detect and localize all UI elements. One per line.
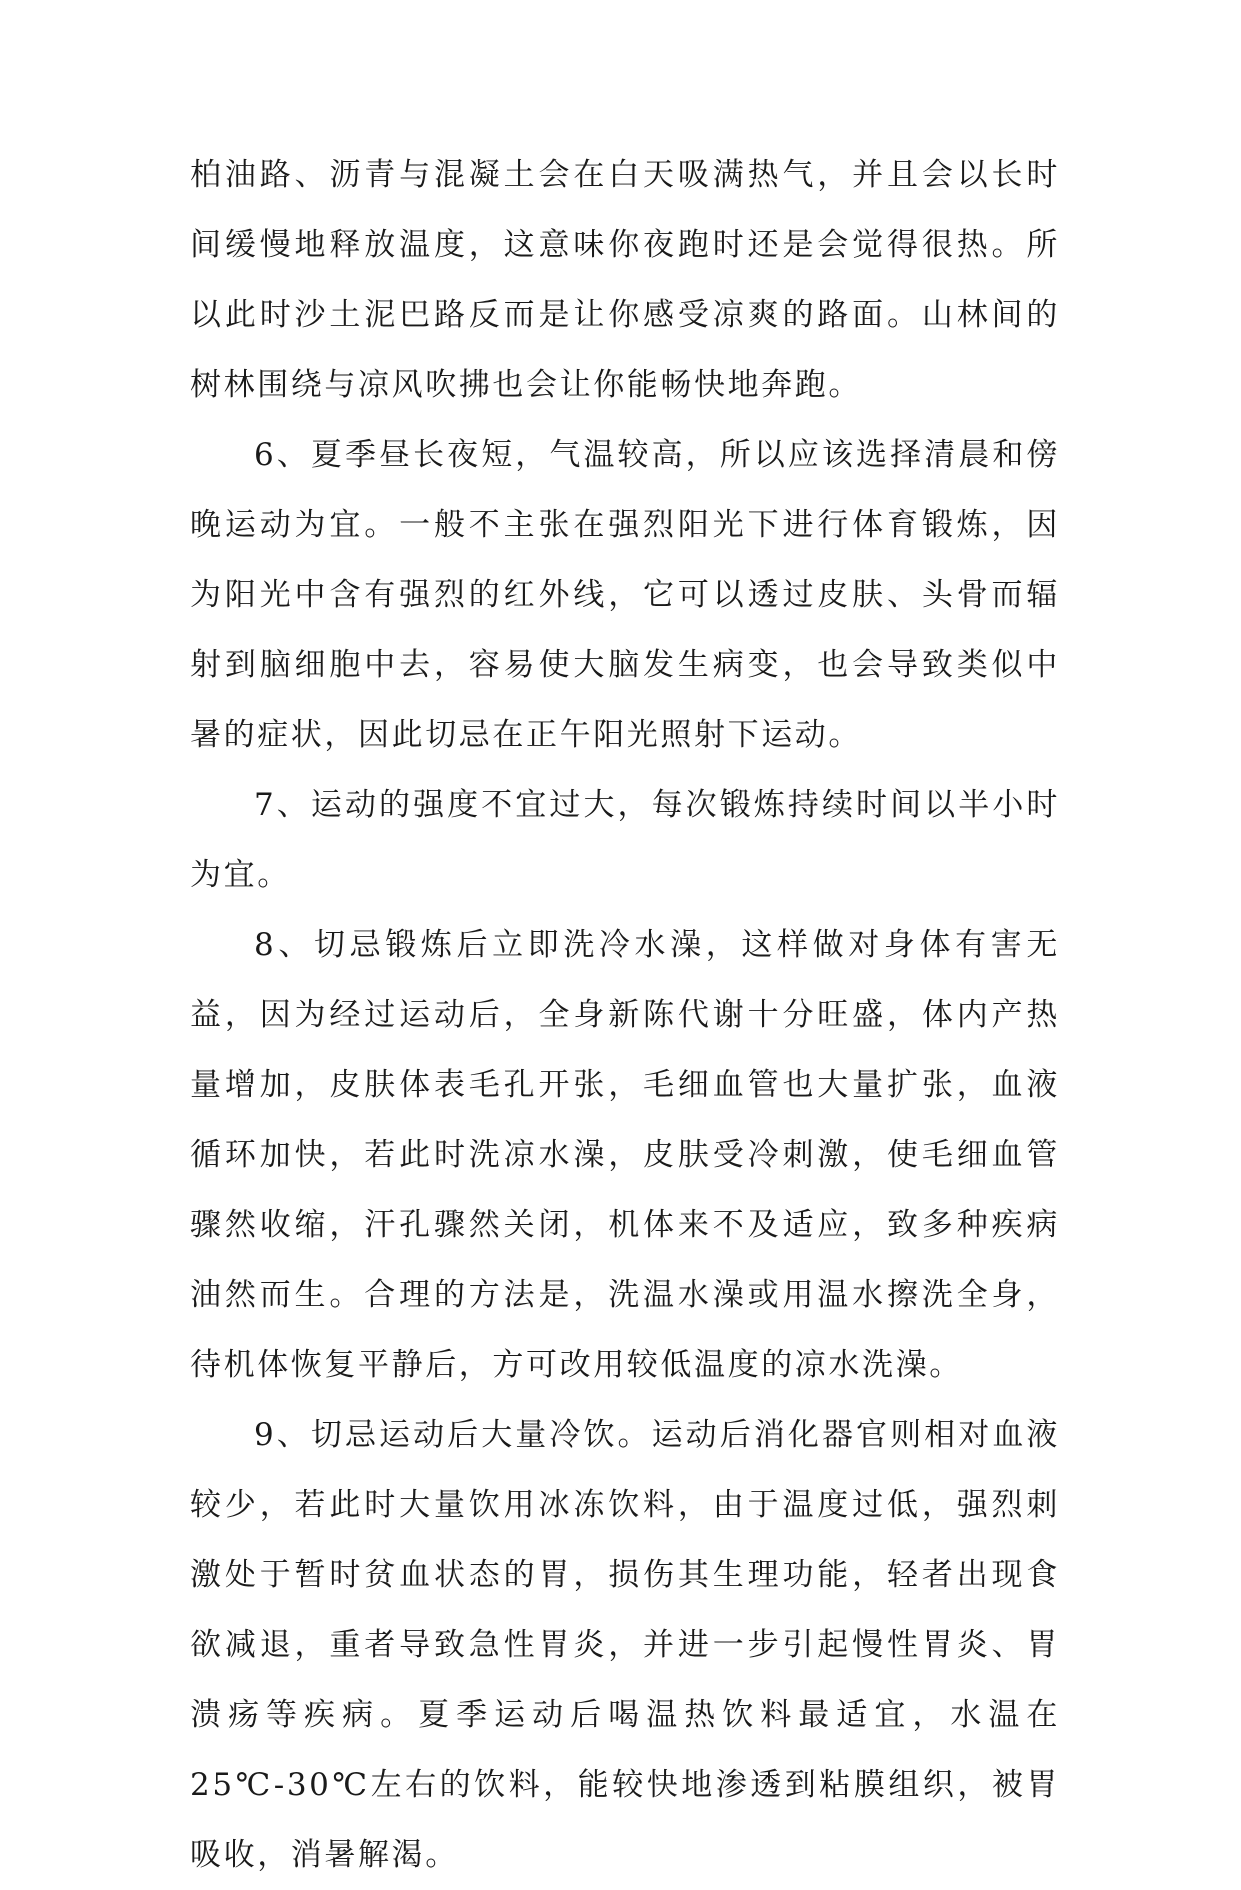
document-page	[190, 140, 1060, 1890]
paragraph-intro: 柏油路、沥青与混凝土会在白天吸满热气，并且会以长时间缓慢地释放温度，这意味你夜跑时还是会觉得很热。所以此时沙土泥巴路反而是让你感受凉爽的路面。山林间的树林围绕与凉风吹拂也会让你能畅快地奔跑。	[190, 157, 1060, 403]
paragraph-item-9: 9、切忌运动后大量冷饮。运动后消化器官则相对血液较少，若此时大量饮用冰冻饮料，由于温度过低，强烈刺激处于暂时贫血状态的胃，损伤其生理功能，轻者出现食欲减退，重者导致急性胃炎，并进一步引起慢性胃炎、胃溃疡等疾病。夏季运动后喝温热饮料最适宜，水温在25℃-30℃左右的饮料，能较快地渗透到粘膜组织，被胃吸收，消暑解渴。	[190, 1417, 1060, 1873]
paragraph-item-7: 7、运动的强度不宜过大，每次锻炼持续时间以半小时为宜。	[190, 787, 1060, 893]
paragraph-item-8: 8、切忌锻炼后立即洗冷水澡，这样做对身体有害无益，因为经过运动后，全身新陈代谢十分旺盛，体内产热量增加，皮肤体表毛孔开张，毛细血管也大量扩张，血液循环加快，若此时洗凉水澡，皮肤受冷刺激，使毛细血管骤然收缩，汗孔骤然关闭，机体来不及适应，致多种疾病油然而生。合理的方法是，洗温水澡或用温水擦洗全身，待机体恢复平静后，方可改用较低温度的凉水洗澡。	[190, 927, 1060, 1383]
paragraph-item-6: 6、夏季昼长夜短，气温较高，所以应该选择清晨和傍晚运动为宜。一般不主张在强烈阳光下进行体育锻炼，因为阳光中含有强烈的红外线，它可以透过皮肤、头骨而辐射到脑细胞中去，容易使大脑发生病变，也会导致类似中暑的症状，因此切忌在正午阳光照射下运动。	[190, 437, 1060, 753]
